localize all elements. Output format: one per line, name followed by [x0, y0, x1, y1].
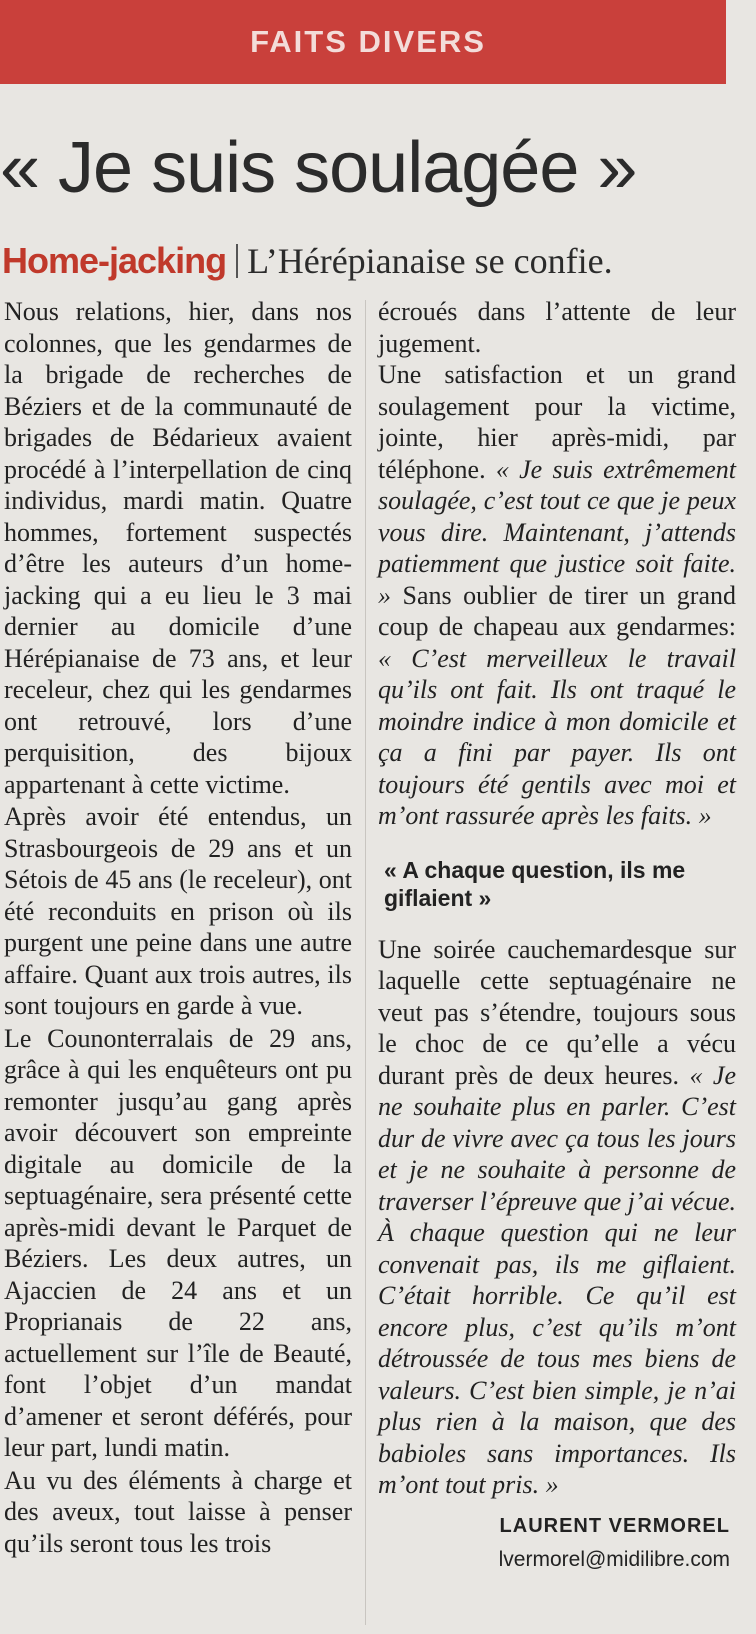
kicker-separator [236, 244, 238, 278]
kicker-row [2, 236, 742, 286]
text-span: Une soirée cauchemardesque sur laquelle cette septuagénaire ne veut pas s’étendre, toujours sous le choc de ce qu’elle a vécu durant près de deux heures. [378, 934, 736, 1090]
text-span: Une satisfaction et un grand soulagement pour la victime, jointe, hier après-midi, par téléphone. [378, 360, 736, 484]
left-column [4, 296, 352, 1559]
right-column [378, 296, 736, 1576]
paragraph: Au vu des éléments à charge et des aveux, tout laisse à penser qu’ils seront tous les trois [4, 1465, 352, 1558]
section-banner [0, 0, 726, 84]
subheading: « A chaque question, ils me giflaient » [384, 856, 686, 911]
paragraph: Nous relations, hier, dans nos colonnes, que les gendarmes de la brigade de recherches de Béziers et de la communauté de brigades de Bédarieux avaient procédé à l’interpellation de cinq individus, mardi matin. Quatre hommes, fortement suspectés d’être les auteurs d’un home-jacking qui a eu lieu le 3 mai dernier au domicile d’une Hérépianaise de 73 ans, et leur receleur, chez qui les gendarmes ont retrouvé, lors d’une perquisition, des bijoux appartenant à cette victime. [4, 297, 352, 799]
paragraph: Après avoir été entendus, un Strasbourgeois de 29 ans et un Sétois de 45 ans (le receleur), ont été reconduits en prison où ils purgent une peine dans une autre affaire. Quant aux trois autres, ils sont toujours en garde à vue. [4, 802, 352, 1020]
text-span: Sans oublier de tirer un grand coup de chapeau aux gendarmes: [378, 580, 736, 641]
kicker: Home-jacking [2, 240, 227, 281]
quote: « C’est merveilleux le travail qu’ils ont fait. Ils ont traqué le moindre indice à mon domicile et ça a fini par payer. Ils ont toujours été gentils avec moi et m’ont rassurée après les faits. » [378, 643, 736, 830]
paragraph [378, 934, 736, 1501]
subtitle: L’Hérépianaise se confie. [247, 241, 613, 281]
paragraph: Le Counonterralais de 29 ans, grâce à qui les enquêteurs ont pu remonter jusqu’au gang après avoir découvert son empreinte digitale au domicile de la septuagénaire, sera présenté cette après-midi devant le Parquet de Béziers. Les deux autres, un Ajaccien de 24 ans et un Proprianais de 22 ans, actuellement sur l’île de Beauté, font l’objet d’un mandat d’amener et seront déférés, pour leur part, lundi matin. [4, 1023, 352, 1462]
quote: « Je suis extrêmement soulagée, c’est tout ce que je peux vous dire. Maintenant, j’attends patiemment que justice soit faite. » [378, 454, 736, 610]
column-rule [365, 300, 366, 1625]
paragraph-continuation: écroués dans l’attente de leur jugement. [378, 297, 736, 358]
quote: « Je ne souhaite plus en parler. C’est dur de vivre avec ça tous les jours et je ne souhaite à personne de traverser l’épreuve que j’ai vécue. À chaque question qui ne leur convenait pas, ils me giflaient. C’était horrible. Ce qu’il est encore plus, c’est qu’ils m’ont détroussée de tous mes biens de valeurs. C’est bien simple, je n’ai plus rien à la maison, que des babioles sans importances. Ils m’ont tout pris. » [378, 1060, 736, 1499]
headline: « Je suis soulagée » [0, 128, 637, 208]
author-byline: LAURENT VERMOREL [499, 1514, 730, 1537]
author-email: lvermorel@midilibre.com [498, 1548, 730, 1571]
paragraph [378, 359, 736, 832]
section-title: FAITS DIVERS [250, 24, 486, 59]
